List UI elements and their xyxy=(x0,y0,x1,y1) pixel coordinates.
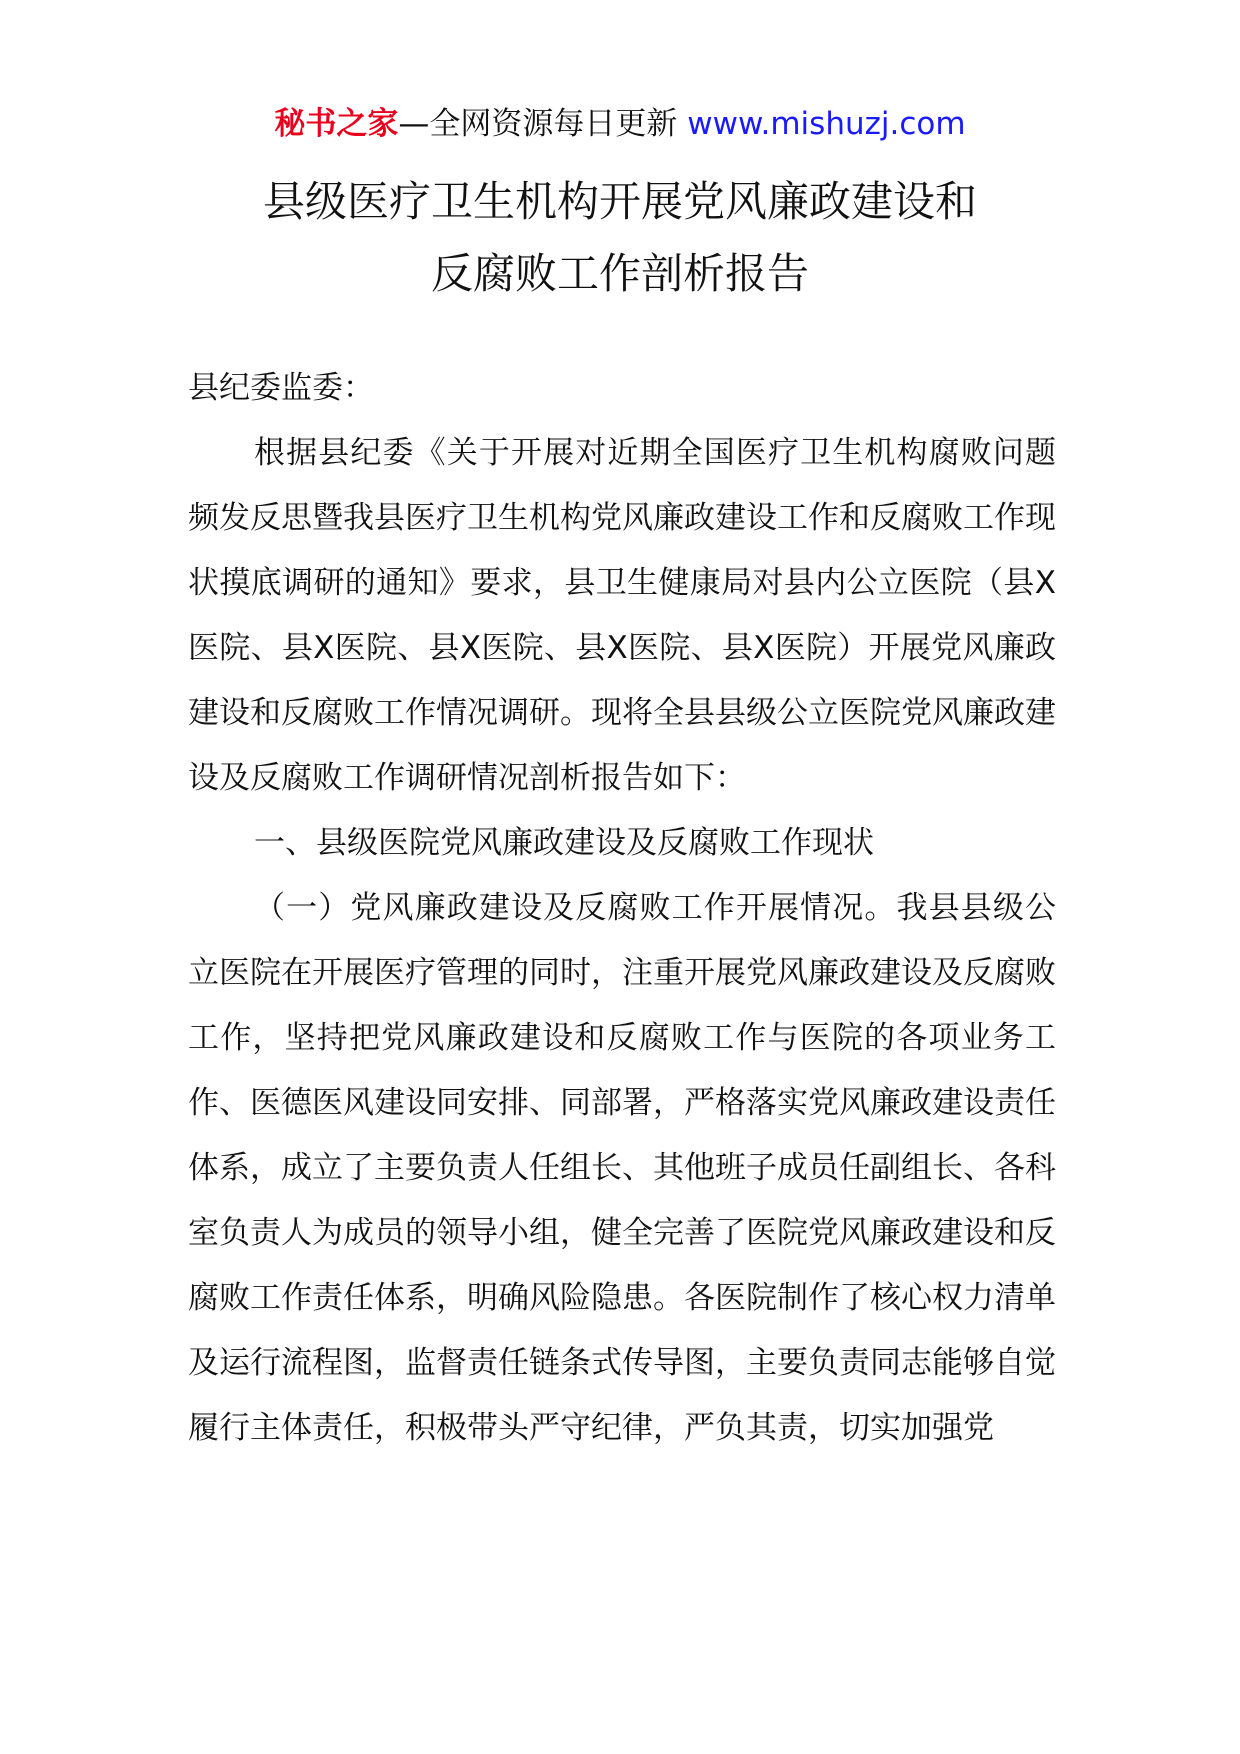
section-heading-1: 一、县级医院党风廉政建设及反腐败工作现状 xyxy=(254,825,874,861)
paragraph-intro: 根据县纪委《关于开展对近期全国医疗卫生机构腐败问题频发反思暨我县医疗卫生机构党风廉政建设工作和反腐败工作现状摸底调研的通知》要求，县卫生健康局对县内公立医院（县X医院、县X医院、县X医院、县X医院、县X医院）开展党风廉政建设和反腐败工作情况调研。现将全县县级公立医院党风廉政建设及反腐败工作调研情况剖析报告如下： xyxy=(188,435,1056,796)
header-brand: 秘书之家 xyxy=(274,106,399,142)
watermark-header xyxy=(0,104,1240,144)
title-line-1: 县级医疗卫生机构开展党风廉政建设和 xyxy=(262,177,977,226)
salutation: 县纪委监委： xyxy=(188,370,374,406)
document-title xyxy=(0,166,1240,310)
paragraph-section-1-1: （一）党风廉政建设及反腐败工作开展情况。我县县级公立医院在开展医疗管理的同时，注重开展党风廉政建设及反腐败工作，坚持把党风廉政建设和反腐败工作与医院的各项业务工作、医德医风建设同安排、同部署，严格落实党风廉政建设责任体系，成立了主要负责人任组长、其他班子成员任副组长、各科室负责人为成员的领导小组，健全完善了医院党风廉政建设和反腐败工作责任体系，明确风险隐患。各医院制作了核心权力清单及运行流程图，监督责任链条式传导图，主要负责同志能够自觉履行主体责任，积极带头严守纪律，严负其责，切实加强党 xyxy=(188,890,1056,1446)
header-site-link[interactable]: www.mishuzj.com xyxy=(687,106,966,142)
document-body xyxy=(188,356,1056,1461)
header-slogan: —全网资源每日更新 xyxy=(398,106,688,142)
title-line-2: 反腐败工作剖析报告 xyxy=(430,249,809,298)
